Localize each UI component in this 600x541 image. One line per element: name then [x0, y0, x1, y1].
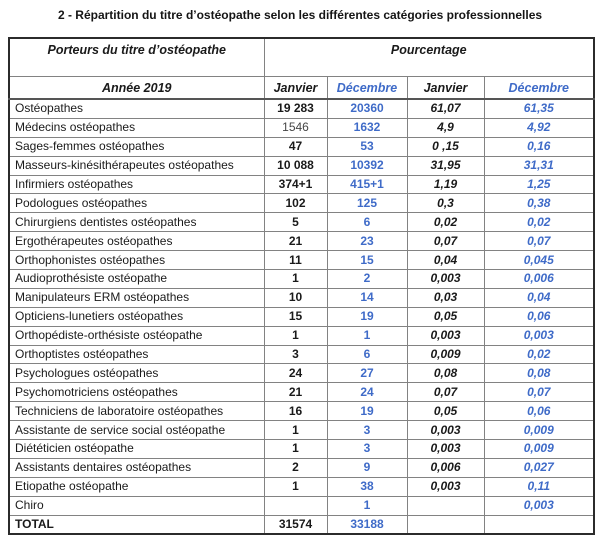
janvier-pct — [407, 496, 484, 515]
decembre-pct — [484, 515, 594, 534]
table-row — [9, 99, 594, 118]
category-label: Ergothérapeutes ostéopathes — [9, 232, 264, 251]
janvier-pct: 0,003 — [407, 440, 484, 459]
janvier-pct: 0 ,15 — [407, 137, 484, 156]
header-decembre-count: Décembre — [327, 77, 407, 100]
decembre-count: 3 — [327, 440, 407, 459]
category-label: Masseurs-kinésithérapeutes ostéopathes — [9, 156, 264, 175]
janvier-count: 21 — [264, 232, 327, 251]
janvier-count: 16 — [264, 402, 327, 421]
category-label: Podologues ostéopathes — [9, 194, 264, 213]
table-row — [9, 118, 594, 137]
decembre-count: 14 — [327, 288, 407, 307]
decembre-pct: 0,06 — [484, 402, 594, 421]
category-label: Opticiens-lunetiers ostéopathes — [9, 307, 264, 326]
janvier-count: 31574 — [264, 515, 327, 534]
janvier-pct: 4,9 — [407, 118, 484, 137]
janvier-count: 1546 — [264, 118, 327, 137]
decembre-count: 53 — [327, 137, 407, 156]
table-row — [9, 477, 594, 496]
decembre-count: 38 — [327, 477, 407, 496]
category-label: Diététicien ostéopathe — [9, 440, 264, 459]
janvier-pct: 1,19 — [407, 175, 484, 194]
janvier-pct: 0,08 — [407, 364, 484, 383]
category-label: Manipulateurs ERM ostéopathes — [9, 288, 264, 307]
decembre-count: 415+1 — [327, 175, 407, 194]
decembre-pct: 61,35 — [484, 99, 594, 118]
header-annee-2019: Année 2019 — [9, 77, 264, 100]
janvier-count: 1 — [264, 270, 327, 289]
decembre-pct: 4,92 — [484, 118, 594, 137]
janvier-count: 15 — [264, 307, 327, 326]
table-row — [9, 270, 594, 289]
janvier-count: 3 — [264, 345, 327, 364]
page-title: 2 - Répartition du titre d’ostéopathe selon les différentes catégories professionnelles — [57, 8, 543, 22]
decembre-pct: 0,003 — [484, 326, 594, 345]
decembre-count: 1 — [327, 496, 407, 515]
table-row — [9, 307, 594, 326]
header-row-months — [9, 77, 594, 100]
osteopath-distribution-table — [8, 37, 595, 535]
table-body — [9, 99, 594, 534]
decembre-pct: 0,006 — [484, 270, 594, 289]
table-row — [9, 345, 594, 364]
table-row — [9, 421, 594, 440]
table-row — [9, 156, 594, 175]
decembre-pct: 0,07 — [484, 383, 594, 402]
category-label: Orthoptistes ostéopathes — [9, 345, 264, 364]
category-label: Etiopathe ostéopathe — [9, 477, 264, 496]
decembre-pct: 0,11 — [484, 477, 594, 496]
janvier-count: 1 — [264, 326, 327, 345]
janvier-pct: 31,95 — [407, 156, 484, 175]
category-label: Psychomotriciens ostéopathes — [9, 383, 264, 402]
janvier-pct: 0,07 — [407, 383, 484, 402]
janvier-pct: 0,003 — [407, 477, 484, 496]
category-label: Techniciens de laboratoire ostéopathes — [9, 402, 264, 421]
decembre-pct: 0,009 — [484, 440, 594, 459]
table-row — [9, 194, 594, 213]
janvier-pct: 0,03 — [407, 288, 484, 307]
decembre-count: 24 — [327, 383, 407, 402]
janvier-count: 10 088 — [264, 156, 327, 175]
janvier-pct: 0,003 — [407, 270, 484, 289]
decembre-count: 15 — [327, 251, 407, 270]
header-porteurs-titre: Porteurs du titre d’ostéopathe — [9, 38, 264, 77]
table-row — [9, 440, 594, 459]
decembre-count: 9 — [327, 458, 407, 477]
category-label: Assistante de service social ostéopathe — [9, 421, 264, 440]
decembre-count: 33188 — [327, 515, 407, 534]
category-label: Infirmiers ostéopathes — [9, 175, 264, 194]
category-label: Chiro — [9, 496, 264, 515]
decembre-count: 10392 — [327, 156, 407, 175]
janvier-pct: 0,02 — [407, 213, 484, 232]
header-pourcentage: Pourcentage — [264, 38, 594, 77]
janvier-pct — [407, 515, 484, 534]
janvier-count: 47 — [264, 137, 327, 156]
category-label: Chirurgiens dentistes ostéopathes — [9, 213, 264, 232]
category-label: Sages-femmes ostéopathes — [9, 137, 264, 156]
decembre-count: 19 — [327, 307, 407, 326]
decembre-count: 3 — [327, 421, 407, 440]
table-row — [9, 326, 594, 345]
category-label: Assistants dentaires ostéopathes — [9, 458, 264, 477]
decembre-pct: 0,06 — [484, 307, 594, 326]
janvier-pct: 0,009 — [407, 345, 484, 364]
janvier-count: 2 — [264, 458, 327, 477]
janvier-pct: 0,003 — [407, 326, 484, 345]
decembre-count: 125 — [327, 194, 407, 213]
decembre-count: 2 — [327, 270, 407, 289]
category-label: Audioprothésiste ostéopathe — [9, 270, 264, 289]
janvier-pct: 0,05 — [407, 307, 484, 326]
decembre-pct: 0,02 — [484, 345, 594, 364]
table-row — [9, 251, 594, 270]
janvier-pct: 0,05 — [407, 402, 484, 421]
decembre-pct: 0,16 — [484, 137, 594, 156]
decembre-pct: 31,31 — [484, 156, 594, 175]
decembre-pct: 0,07 — [484, 232, 594, 251]
decembre-pct: 0,003 — [484, 496, 594, 515]
header-janvier-count: Janvier — [264, 77, 327, 100]
table-row — [9, 175, 594, 194]
janvier-count: 10 — [264, 288, 327, 307]
janvier-count: 24 — [264, 364, 327, 383]
janvier-count: 1 — [264, 477, 327, 496]
decembre-pct: 0,02 — [484, 213, 594, 232]
decembre-count: 6 — [327, 213, 407, 232]
category-label: Médecins ostéopathes — [9, 118, 264, 137]
table-row — [9, 496, 594, 515]
janvier-count: 1 — [264, 440, 327, 459]
decembre-pct: 0,04 — [484, 288, 594, 307]
janvier-count: 102 — [264, 194, 327, 213]
table-row — [9, 213, 594, 232]
decembre-pct: 1,25 — [484, 175, 594, 194]
janvier-count: 5 — [264, 213, 327, 232]
janvier-pct: 0,04 — [407, 251, 484, 270]
decembre-count: 6 — [327, 345, 407, 364]
category-label: Ostéopathes — [9, 99, 264, 118]
table-row — [9, 402, 594, 421]
category-label: Orthophonistes ostéopathes — [9, 251, 264, 270]
category-label: Psychologues ostéopathes — [9, 364, 264, 383]
table-row — [9, 364, 594, 383]
janvier-count: 21 — [264, 383, 327, 402]
decembre-pct: 0,027 — [484, 458, 594, 477]
janvier-pct: 0,3 — [407, 194, 484, 213]
header-janvier-pct: Janvier — [407, 77, 484, 100]
janvier-pct: 0,006 — [407, 458, 484, 477]
janvier-count: 1 — [264, 421, 327, 440]
total-row — [9, 515, 594, 534]
table-row — [9, 458, 594, 477]
decembre-pct: 0,08 — [484, 364, 594, 383]
janvier-pct: 61,07 — [407, 99, 484, 118]
janvier-count: 19 283 — [264, 99, 327, 118]
decembre-count: 1 — [327, 326, 407, 345]
decembre-count: 1632 — [327, 118, 407, 137]
header-row-groups — [9, 38, 594, 77]
header-decembre-pct: Décembre — [484, 77, 594, 100]
category-label: TOTAL — [9, 515, 264, 534]
decembre-count: 19 — [327, 402, 407, 421]
decembre-count: 27 — [327, 364, 407, 383]
table-row — [9, 232, 594, 251]
janvier-count: 374+1 — [264, 175, 327, 194]
category-label: Orthopédiste-orthésiste ostéopathe — [9, 326, 264, 345]
janvier-count: 11 — [264, 251, 327, 270]
decembre-count: 20360 — [327, 99, 407, 118]
table-row — [9, 383, 594, 402]
table-row — [9, 288, 594, 307]
decembre-count: 23 — [327, 232, 407, 251]
janvier-pct: 0,07 — [407, 232, 484, 251]
janvier-pct: 0,003 — [407, 421, 484, 440]
decembre-pct: 0,009 — [484, 421, 594, 440]
decembre-pct: 0,045 — [484, 251, 594, 270]
janvier-count — [264, 496, 327, 515]
decembre-pct: 0,38 — [484, 194, 594, 213]
table-row — [9, 137, 594, 156]
